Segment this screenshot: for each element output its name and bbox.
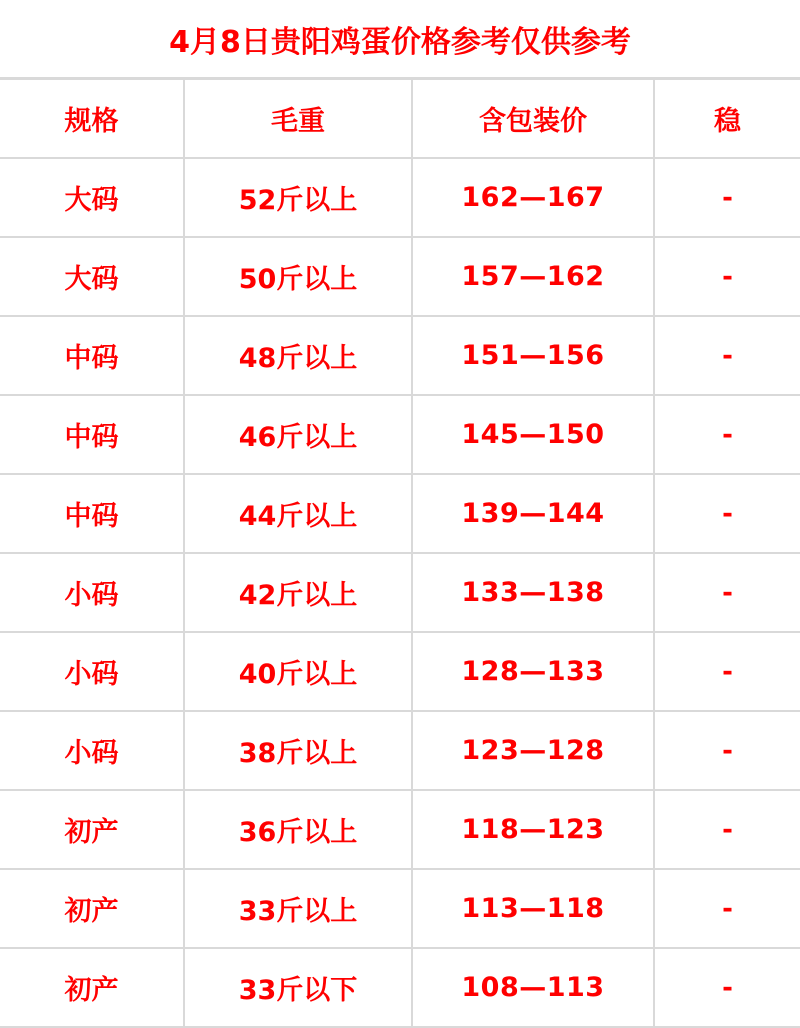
cell-spec: 初产 [0, 869, 184, 948]
table-row [0, 237, 800, 316]
cell-weight: 44斤以上 [184, 474, 412, 553]
cell-price: 133—138 [412, 553, 654, 632]
table-header-row [0, 80, 800, 158]
column-header-spec: 规格 [0, 80, 184, 158]
cell-weight: 52斤以上 [184, 158, 412, 237]
cell-spec: 小码 [0, 632, 184, 711]
table-row [0, 395, 800, 474]
cell-spec: 初产 [0, 948, 184, 1027]
cell-weight: 40斤以上 [184, 632, 412, 711]
price-table [0, 80, 800, 1028]
table-row [0, 790, 800, 869]
cell-price: 123—128 [412, 711, 654, 790]
cell-price: 128—133 [412, 632, 654, 711]
table-row [0, 158, 800, 237]
column-header-weight: 毛重 [184, 80, 412, 158]
cell-weight: 50斤以上 [184, 237, 412, 316]
table-row [0, 474, 800, 553]
cell-trend: - [654, 237, 800, 316]
cell-weight: 42斤以上 [184, 553, 412, 632]
cell-trend: - [654, 869, 800, 948]
cell-price: 108—113 [412, 948, 654, 1027]
cell-trend: - [654, 158, 800, 237]
table-row [0, 948, 800, 1027]
cell-price: 157—162 [412, 237, 654, 316]
cell-price: 113—118 [412, 869, 654, 948]
cell-price: 118—123 [412, 790, 654, 869]
cell-price: 145—150 [412, 395, 654, 474]
cell-trend: - [654, 474, 800, 553]
cell-spec: 大码 [0, 158, 184, 237]
table-row [0, 869, 800, 948]
cell-weight: 46斤以上 [184, 395, 412, 474]
page-title [0, 0, 800, 80]
cell-spec: 初产 [0, 790, 184, 869]
cell-spec: 小码 [0, 553, 184, 632]
cell-trend: - [654, 553, 800, 632]
cell-trend: - [654, 711, 800, 790]
cell-weight: 48斤以上 [184, 316, 412, 395]
cell-trend: - [654, 948, 800, 1027]
cell-trend: - [654, 632, 800, 711]
cell-trend: - [654, 790, 800, 869]
table-row [0, 711, 800, 790]
page-title-text: 4月8日贵阳鸡蛋价格参考仅供参考 [169, 24, 631, 60]
cell-spec: 中码 [0, 395, 184, 474]
table-row [0, 553, 800, 632]
cell-spec: 大码 [0, 237, 184, 316]
cell-weight: 38斤以上 [184, 711, 412, 790]
cell-price: 139—144 [412, 474, 654, 553]
table-row [0, 316, 800, 395]
cell-weight: 33斤以上 [184, 869, 412, 948]
cell-trend: - [654, 316, 800, 395]
column-header-price: 含包装价 [412, 80, 654, 158]
column-header-trend: 稳 [654, 80, 800, 158]
cell-price: 162—167 [412, 158, 654, 237]
cell-spec: 中码 [0, 474, 184, 553]
cell-spec: 中码 [0, 316, 184, 395]
cell-weight: 36斤以上 [184, 790, 412, 869]
table-row [0, 632, 800, 711]
cell-trend: - [654, 395, 800, 474]
cell-spec: 小码 [0, 711, 184, 790]
cell-price: 151—156 [412, 316, 654, 395]
cell-weight: 33斤以下 [184, 948, 412, 1027]
